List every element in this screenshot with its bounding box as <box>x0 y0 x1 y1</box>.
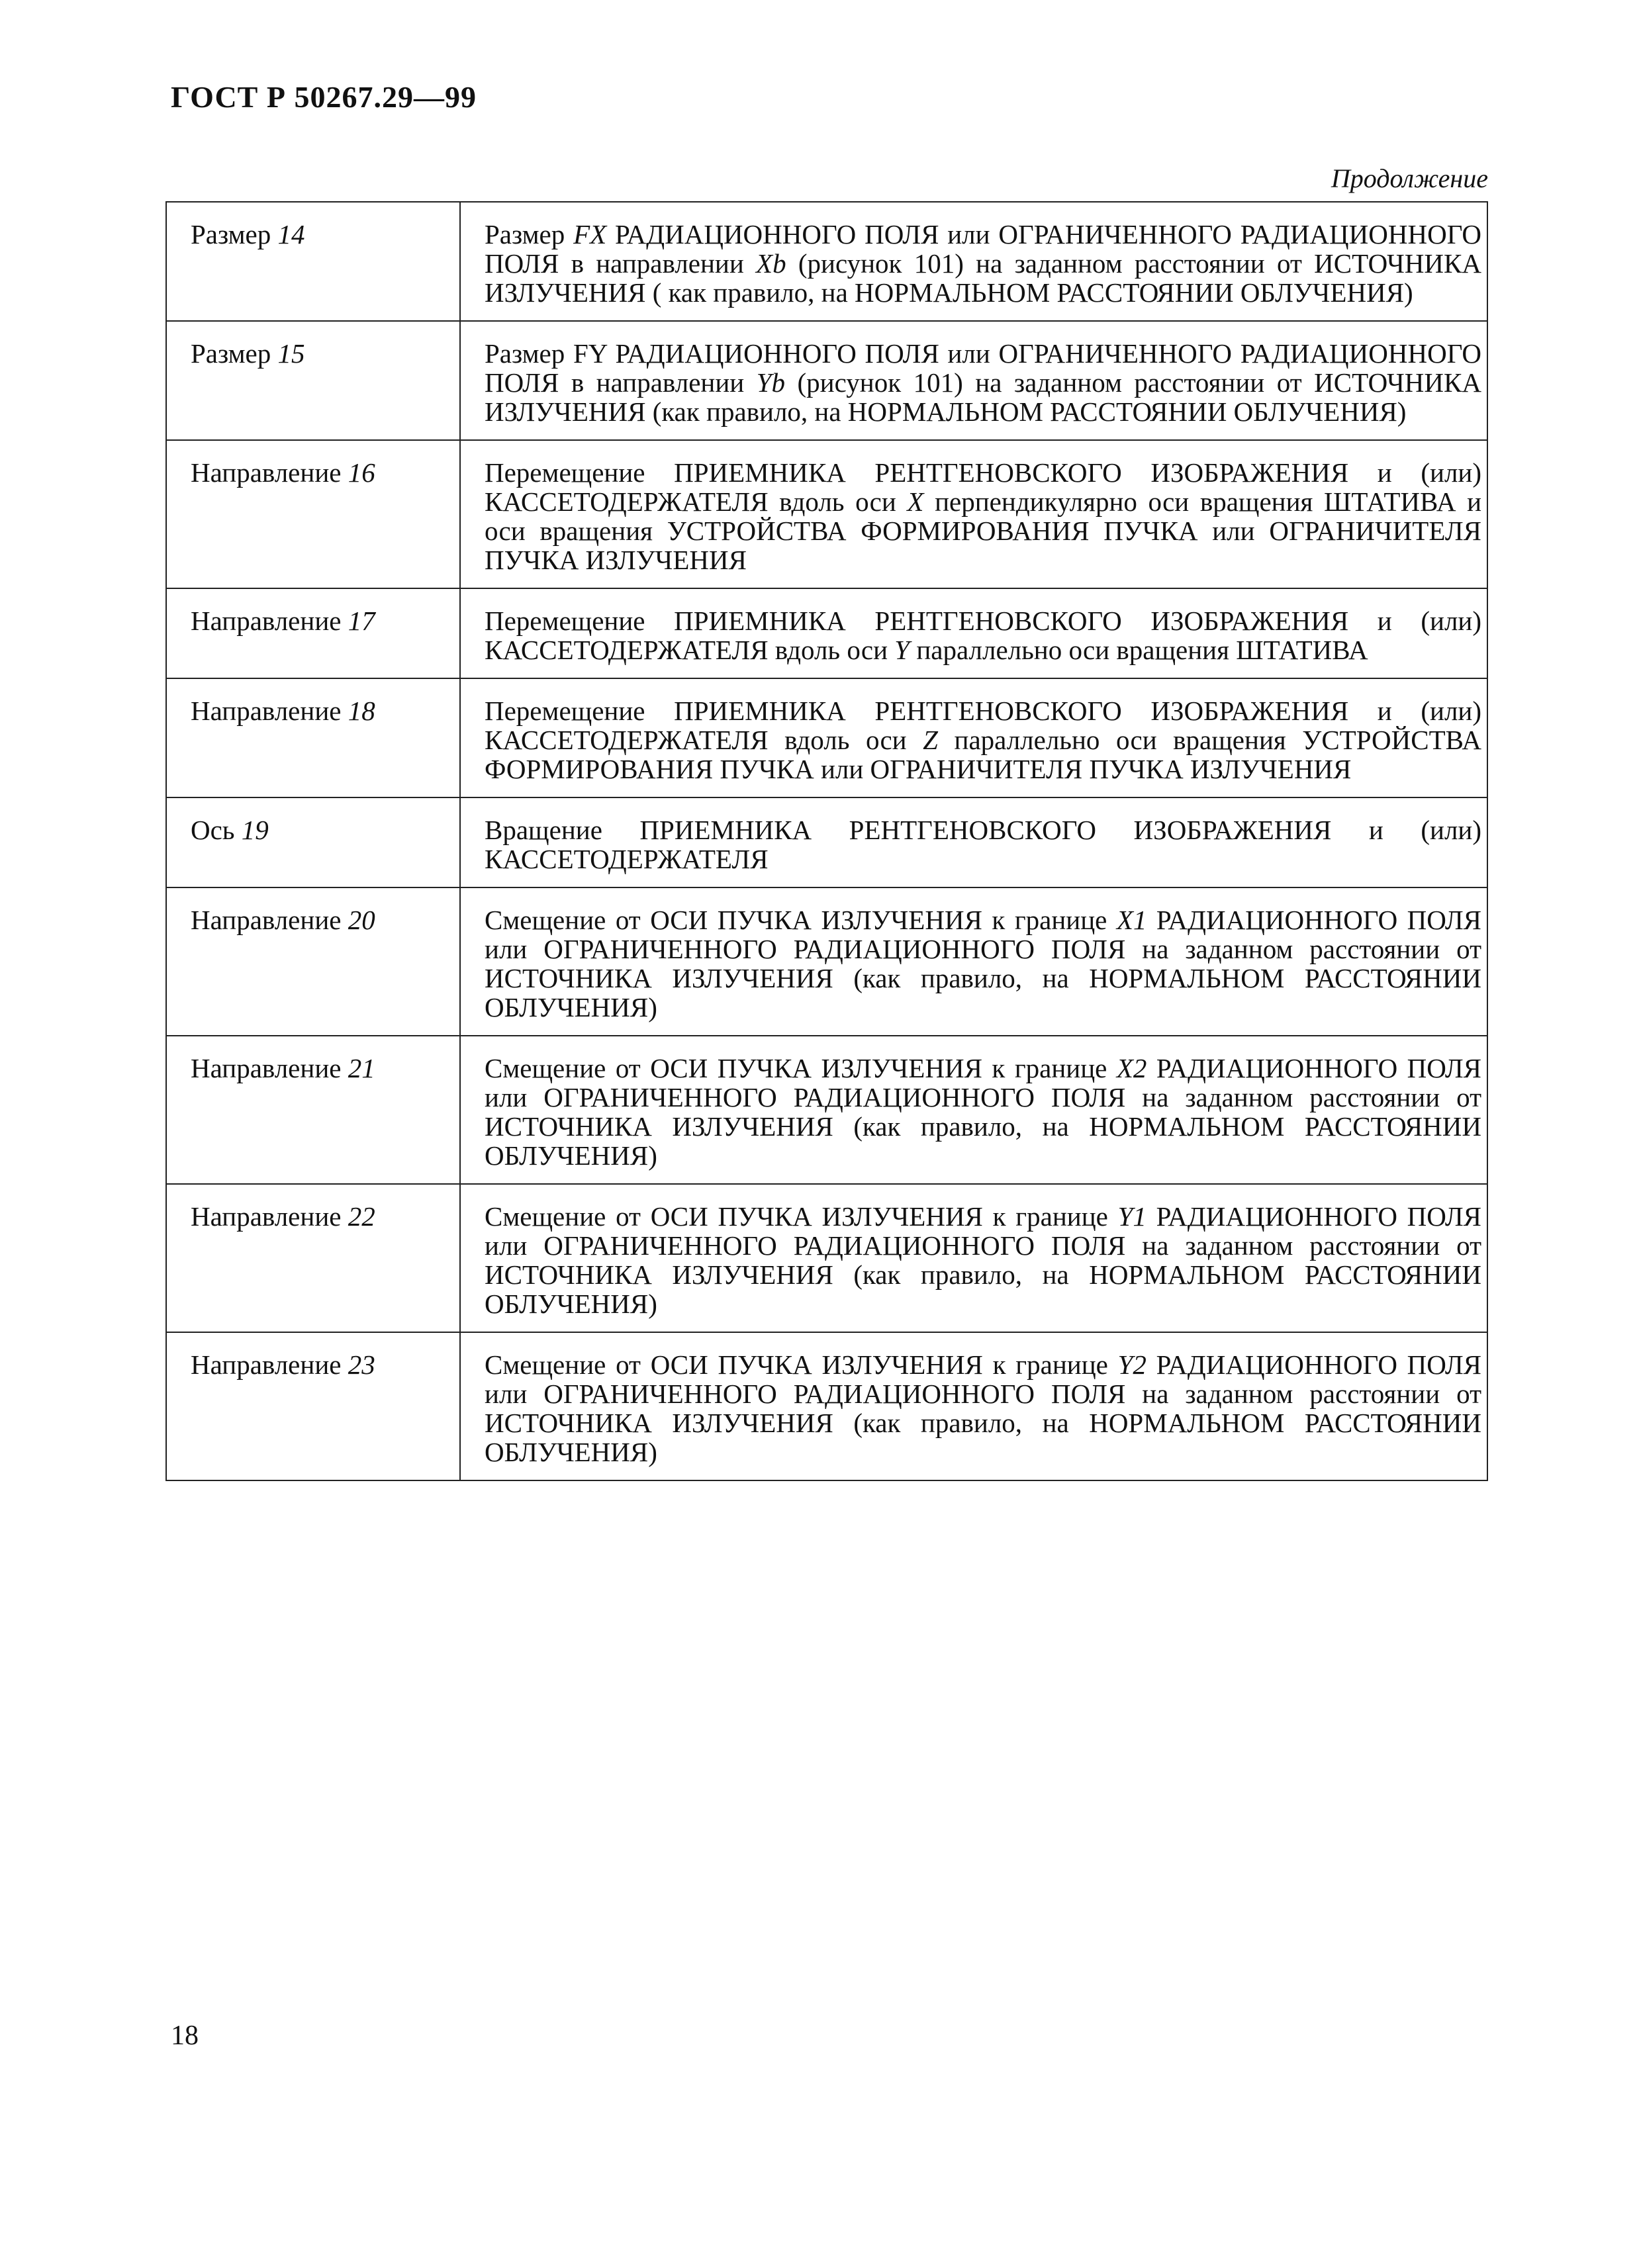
term-label: Размер <box>191 219 271 249</box>
definition-symbol: Z <box>923 725 938 755</box>
term-number: 19 <box>241 815 269 845</box>
term-label: Направление <box>191 696 342 726</box>
definition-cell <box>460 588 1487 678</box>
table-row <box>166 797 1487 887</box>
definition-text: параллельно оси вращения ШТАТИВА <box>910 635 1368 665</box>
term-number: 17 <box>348 606 375 636</box>
definition-text: РАДИАЦИОННОГО ПОЛЯ или ОГРАНИЧЕННОГО РАДИАЦИОННОГО ПОЛЯ на заданном расстоянии от ИСТОЧНИКА ИЗЛУЧЕНИЯ (как правило, на НОРМАЛЬНОМ РАССТОЯНИИ ОБЛУЧЕНИЯ) <box>485 1201 1481 1319</box>
table-row <box>166 588 1487 678</box>
definition-text: Перемещение ПРИЕМНИКА РЕНТГЕНОВСКОГО ИЗОБРАЖЕНИЯ и (или) КАССЕТОДЕРЖАТЕЛЯ вдоль оси <box>485 696 1481 755</box>
term-number: 15 <box>277 338 305 369</box>
definition-cell <box>460 1036 1487 1184</box>
table-row <box>166 321 1487 440</box>
term-cell <box>166 1184 460 1332</box>
term-label: Направление <box>191 457 342 488</box>
definition-text: РАДИАЦИОННОГО ПОЛЯ или ОГРАНИЧЕННОГО РАДИАЦИОННОГО ПОЛЯ на заданном расстоянии от ИСТОЧНИКА ИЗЛУЧЕНИЯ (как правило, на НОРМАЛЬНОМ РАССТОЯНИИ ОБЛУЧЕНИЯ) <box>485 905 1481 1022</box>
definition-symbol: Y2 <box>1117 1349 1147 1380</box>
term-label: Направление <box>191 1201 342 1232</box>
document-header: ГОСТ Р 50267.29—99 <box>171 80 477 114</box>
term-number: 20 <box>348 905 375 935</box>
term-cell <box>166 1332 460 1480</box>
term-label: Ось <box>191 815 235 845</box>
definition-text: РАДИАЦИОННОГО ПОЛЯ или ОГРАНИЧЕННОГО РАДИАЦИОННОГО ПОЛЯ на заданном расстоянии от ИСТОЧНИКА ИЗЛУЧЕНИЯ (как правило, на НОРМАЛЬНОМ РАССТОЯНИИ ОБЛУЧЕНИЯ) <box>485 1053 1481 1171</box>
continuation-label: Продолжение <box>1331 163 1488 193</box>
term-label: Направление <box>191 606 342 636</box>
term-cell <box>166 678 460 797</box>
terms-table <box>165 201 1488 1481</box>
definition-symbol: Y1 <box>1117 1201 1147 1232</box>
definition-symbol: X1 <box>1116 905 1147 935</box>
definition-text: Перемещение ПРИЕМНИКА РЕНТГЕНОВСКОГО ИЗОБРАЖЕНИЯ и (или) КАССЕТОДЕРЖАТЕЛЯ вдоль оси <box>485 606 1481 665</box>
term-cell <box>166 202 460 321</box>
definition-text: РАДИАЦИОННОГО ПОЛЯ или ОГРАНИЧЕННОГО РАДИАЦИОННОГО ПОЛЯ в направлении <box>485 219 1481 279</box>
table-row <box>166 678 1487 797</box>
term-cell <box>166 440 460 588</box>
definition-symbol: X2 <box>1116 1053 1147 1083</box>
table-row <box>166 440 1487 588</box>
definition-symbol: FX <box>573 219 607 249</box>
term-number: 21 <box>348 1053 375 1083</box>
term-label: Направление <box>191 1349 342 1380</box>
definition-symbol: Y <box>894 635 910 665</box>
page-number: 18 <box>171 2020 199 2051</box>
table-row <box>166 202 1487 321</box>
terms-table-body <box>166 202 1487 1480</box>
term-number: 14 <box>277 219 305 249</box>
definition-cell <box>460 202 1487 321</box>
term-cell <box>166 887 460 1036</box>
definition-text: Перемещение ПРИЕМНИКА РЕНТГЕНОВСКОГО ИЗОБРАЖЕНИЯ и (или) КАССЕТОДЕРЖАТЕЛЯ вдоль оси <box>485 457 1481 517</box>
definition-text: РАДИАЦИОННОГО ПОЛЯ или ОГРАНИЧЕННОГО РАДИАЦИОННОГО ПОЛЯ на заданном расстоянии от ИСТОЧНИКА ИЗЛУЧЕНИЯ (как правило, на НОРМАЛЬНОМ РАССТОЯНИИ ОБЛУЧЕНИЯ) <box>485 1349 1481 1467</box>
definition-symbol: Xb <box>756 248 786 279</box>
definition-symbol: Yb <box>756 367 786 398</box>
definition-symbol: X <box>907 486 924 517</box>
definition-text: Смещение от ОСИ ПУЧКА ИЗЛУЧЕНИЯ к границе <box>485 1201 1118 1232</box>
definition-text: перпендикулярно оси вращения ШТАТИВА и оси вращения УСТРОЙСТВА ФОРМИРОВАНИЯ ПУЧКА или ОГРАНИЧИТЕЛЯ ПУЧКА ИЗЛУЧЕНИЯ <box>485 486 1482 575</box>
definition-cell <box>460 678 1487 797</box>
definition-cell <box>460 1332 1487 1480</box>
term-number: 16 <box>348 457 375 488</box>
definition-text: Смещение от ОСИ ПУЧКА ИЗЛУЧЕНИЯ к границе <box>485 1349 1118 1380</box>
table-row <box>166 887 1487 1036</box>
definition-cell <box>460 1184 1487 1332</box>
term-number: 18 <box>348 696 375 726</box>
table-row <box>166 1332 1487 1480</box>
term-label: Направление <box>191 905 342 935</box>
term-cell <box>166 588 460 678</box>
term-cell <box>166 797 460 887</box>
definition-cell <box>460 797 1487 887</box>
term-label: Направление <box>191 1053 342 1083</box>
definition-text: Смещение от ОСИ ПУЧКА ИЗЛУЧЕНИЯ к границе <box>485 1053 1117 1083</box>
definition-text: Размер FY РАДИАЦИОННОГО ПОЛЯ или ОГРАНИЧЕННОГО РАДИАЦИОННОГО ПОЛЯ в направлении <box>485 338 1481 398</box>
table-row <box>166 1036 1487 1184</box>
term-number: 23 <box>348 1349 375 1380</box>
definition-text: Размер <box>485 219 574 249</box>
term-label: Размер <box>191 338 271 369</box>
definition-text: Вращение ПРИЕМНИКА РЕНТГЕНОВСКОГО ИЗОБРАЖЕНИЯ и (или) КАССЕТОДЕРЖАТЕЛЯ <box>485 815 1481 874</box>
definition-cell <box>460 321 1487 440</box>
definition-cell <box>460 887 1487 1036</box>
definition-cell <box>460 440 1487 588</box>
definition-text: параллельно оси вращения УСТРОЙСТВА ФОРМИРОВАНИЯ ПУЧКА или ОГРАНИЧИТЕЛЯ ПУЧКА ИЗЛУЧЕНИЯ <box>485 725 1481 784</box>
table-row <box>166 1184 1487 1332</box>
definition-text: (рисунок 101) на заданном расстоянии от ИСТОЧНИКА ИЗЛУЧЕНИЯ ( как правило, на НОРМАЛЬНОМ РАССТОЯНИИ ОБЛУЧЕНИЯ) <box>485 248 1481 308</box>
definition-text: (рисунок 101) на заданном расстоянии от ИСТОЧНИКА ИЗЛУЧЕНИЯ (как правило, на НОРМАЛЬНОМ РАССТОЯНИИ ОБЛУЧЕНИЯ) <box>485 367 1481 427</box>
term-number: 22 <box>348 1201 375 1232</box>
definition-text: Смещение от ОСИ ПУЧКА ИЗЛУЧЕНИЯ к границе <box>485 905 1117 935</box>
term-cell <box>166 321 460 440</box>
term-cell <box>166 1036 460 1184</box>
